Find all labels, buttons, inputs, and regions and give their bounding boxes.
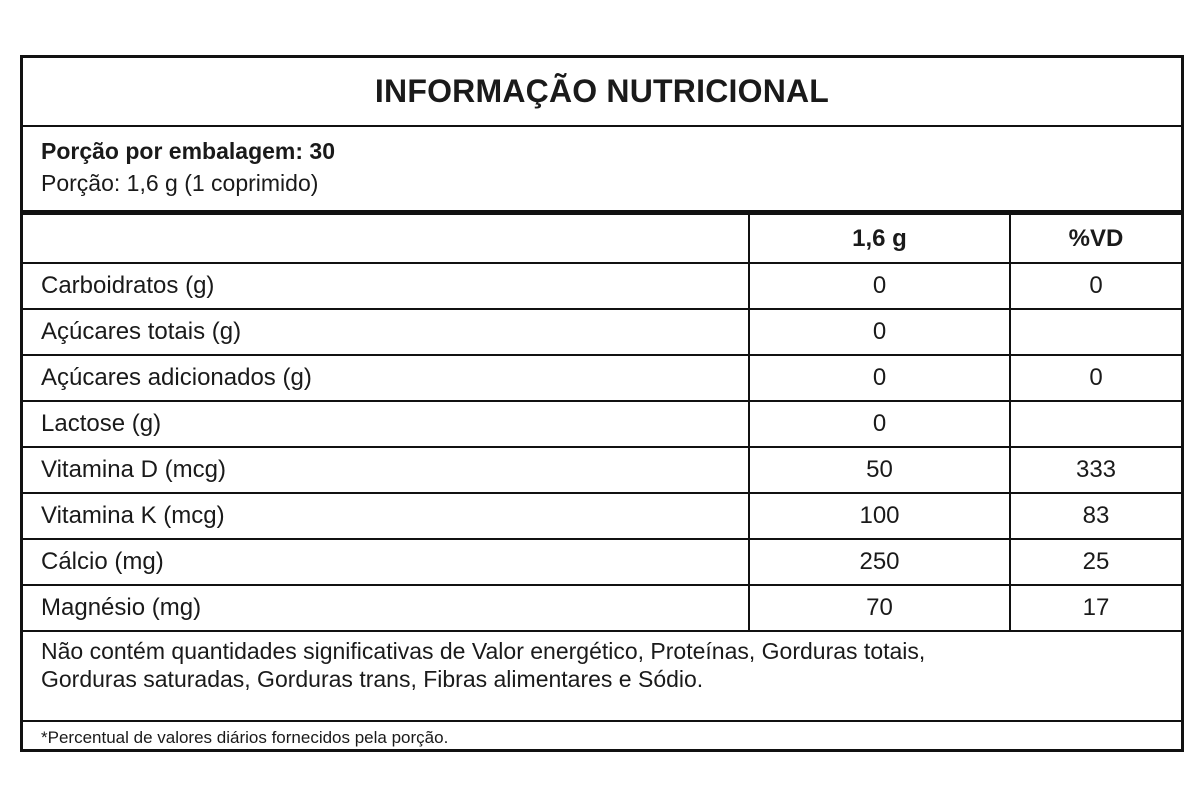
header-nutrient	[23, 215, 749, 263]
nutrient-daily-value: 333	[1010, 447, 1181, 493]
portion-size: Porção: 1,6 g (1 coprimido)	[41, 170, 319, 196]
nutrient-quantity: 0	[749, 355, 1010, 401]
table-header-row	[23, 215, 1181, 263]
portions-per-package: Porção por embalagem: 30	[41, 138, 335, 164]
nutrient-name: Cálcio (mg)	[23, 539, 749, 585]
table-row	[23, 401, 1181, 447]
portion-info	[23, 127, 1181, 215]
nutrient-quantity: 50	[749, 447, 1010, 493]
nutrient-name: Vitamina K (mcg)	[23, 493, 749, 539]
nutrient-daily-value	[1010, 309, 1181, 355]
nutrition-table	[23, 215, 1181, 632]
nutrient-quantity: 0	[749, 263, 1010, 309]
label-title: INFORMAÇÃO NUTRICIONAL	[23, 58, 1181, 127]
nutrient-quantity: 100	[749, 493, 1010, 539]
nutrient-quantity: 70	[749, 585, 1010, 631]
nutrient-name: Açúcares totais (g)	[23, 309, 749, 355]
note-line-2: Gorduras saturadas, Gorduras trans, Fibras alimentares e Sódio.	[41, 666, 704, 692]
nutrient-daily-value: 25	[1010, 539, 1181, 585]
table-row	[23, 585, 1181, 631]
nutrient-daily-value: 83	[1010, 493, 1181, 539]
nutrient-name: Vitamina D (mcg)	[23, 447, 749, 493]
header-daily-value: %VD	[1010, 215, 1181, 263]
not-significant-note	[23, 632, 1181, 722]
nutrient-name: Magnésio (mg)	[23, 585, 749, 631]
nutrient-daily-value: 0	[1010, 263, 1181, 309]
nutrient-name: Lactose (g)	[23, 401, 749, 447]
nutrient-name: Açúcares adicionados (g)	[23, 355, 749, 401]
table-row	[23, 447, 1181, 493]
nutrient-name: Carboidratos (g)	[23, 263, 749, 309]
nutrient-daily-value: 17	[1010, 585, 1181, 631]
daily-value-footnote: *Percentual de valores diários fornecidos pela porção.	[41, 728, 449, 747]
nutrient-quantity: 0	[749, 309, 1010, 355]
note-line-1: Não contém quantidades significativas de Valor energético, Proteínas, Gorduras totais,	[41, 638, 926, 664]
nutrient-daily-value	[1010, 401, 1181, 447]
nutrient-daily-value: 0	[1010, 355, 1181, 401]
nutrient-quantity: 250	[749, 539, 1010, 585]
table-row	[23, 355, 1181, 401]
nutrition-facts-label	[20, 55, 1184, 752]
table-row	[23, 263, 1181, 309]
table-row	[23, 493, 1181, 539]
nutrient-quantity: 0	[749, 401, 1010, 447]
header-quantity: 1,6 g	[749, 215, 1010, 263]
table-row	[23, 309, 1181, 355]
table-row	[23, 539, 1181, 585]
